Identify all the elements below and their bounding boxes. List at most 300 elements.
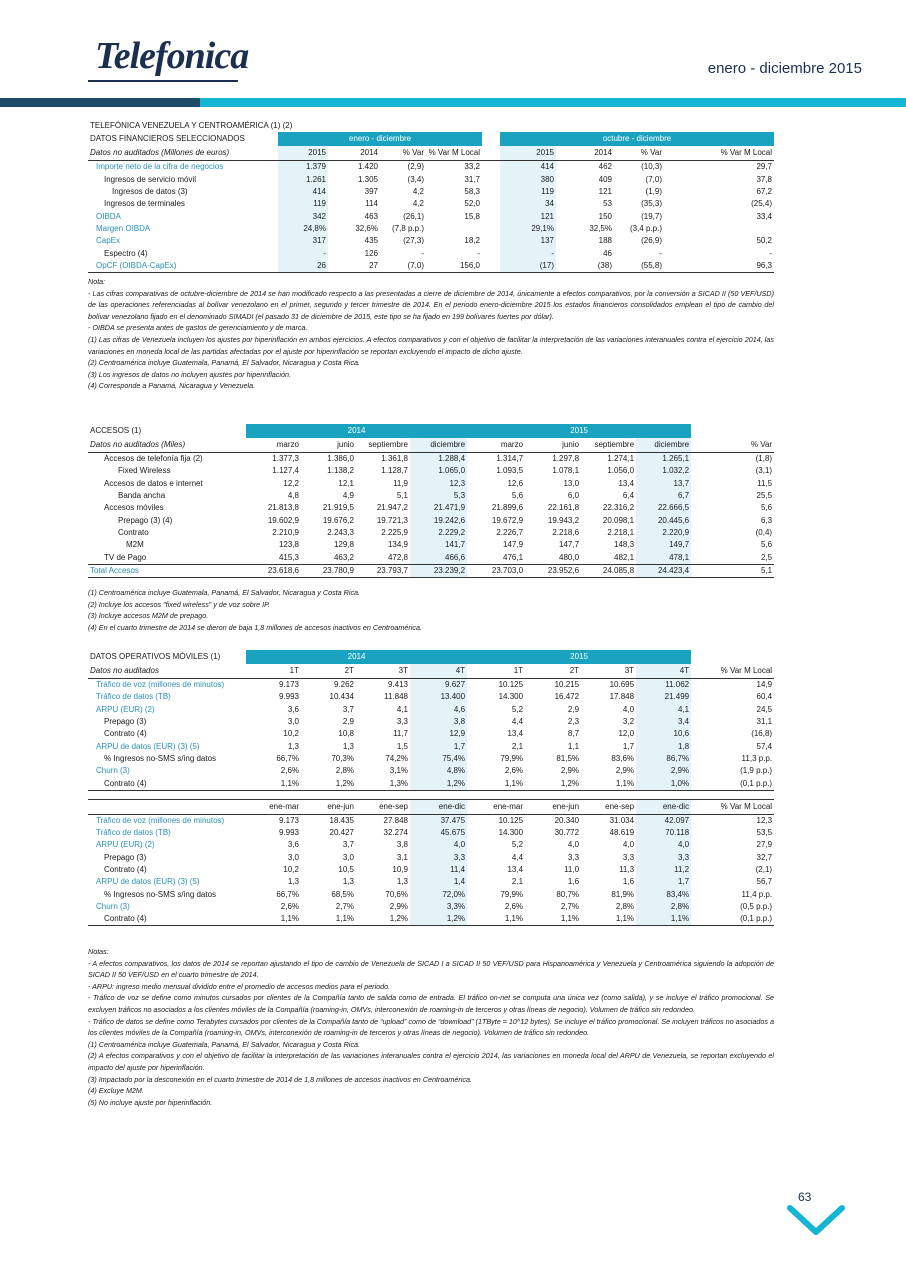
column-header: % Var M Local bbox=[720, 801, 773, 811]
table-cell: 83,4% bbox=[636, 888, 691, 900]
telefonica-logo: Telefonica bbox=[95, 35, 249, 77]
column-header: 2014 bbox=[594, 148, 612, 158]
table-cell: 1,1% bbox=[504, 914, 524, 924]
row-label: Ingresos de datos (3) bbox=[112, 187, 188, 197]
table-cell: 9.173 bbox=[278, 815, 299, 825]
table-cell: 11,9 bbox=[393, 478, 408, 488]
column-header: ene-jun bbox=[552, 801, 580, 811]
table-cell: (55,8) bbox=[641, 260, 662, 270]
table-row bbox=[88, 564, 774, 577]
table-cell: (3,4) bbox=[407, 174, 424, 184]
note-line: (3) Impactado por la desconexión en el cuarto trimestre de 2014 de 1,8 millones de accesos inactivos en Centroamérica. bbox=[88, 1074, 472, 1084]
table-cell: 19.672,9 bbox=[491, 515, 524, 525]
row-label: OpCF (OIBDA-CapEx) bbox=[96, 260, 177, 270]
column-header: 2014 bbox=[360, 148, 378, 158]
table-cell: 27.848 bbox=[383, 815, 408, 825]
table-cell: 6,3 bbox=[760, 515, 773, 525]
table-cell: - bbox=[500, 247, 556, 259]
table-cell: 2,9 bbox=[567, 704, 580, 714]
table-cell: 31,1 bbox=[756, 717, 773, 727]
table-cell: - bbox=[659, 248, 662, 258]
table-row bbox=[88, 235, 774, 247]
table-cell: 9.993 bbox=[278, 692, 299, 702]
note-line: (1) Las cifras de Venezuela incluyen los ajustes por hiperinflación en ambos ejercicios. A efectos comparativos y con el objetivo de facilitar la interpretación de las variaciones interanuales contra el ejercicio 2014, las variaciones en moneda local de las partidas afectadas por el ajuste por hiperinflación se reportan excluyendo el impacto de dicho ajuste. bbox=[88, 334, 774, 356]
table-cell: 472,8 bbox=[387, 552, 408, 562]
table-cell: 79,9% bbox=[500, 889, 524, 899]
table-row bbox=[88, 827, 774, 839]
table-cell: 79,9% bbox=[500, 753, 524, 763]
table-row bbox=[88, 839, 774, 851]
note-line: (4) Excluye M2M. bbox=[88, 1086, 144, 1096]
column-header: 2T bbox=[344, 666, 354, 675]
table-cell: (7,8 p.p.) bbox=[391, 223, 424, 233]
note-line: - A efectos comparativos, los datos de 2014 se reportan ajustando el tipo de cambio de Venezuela de SICAD I a SICAD II 50 VEF/USD para Hispanoamérica y Venezuela y Centroamérica siguiendo la adopción de SICAD II 50 VEF/USD en el cuarto trimestre de 2014. bbox=[88, 958, 774, 980]
table-cell: 96,3 bbox=[756, 260, 773, 270]
column-header: marzo bbox=[500, 440, 524, 449]
table-cell: 81,9% bbox=[611, 889, 635, 899]
table-cell: 4,0 bbox=[567, 840, 580, 850]
table-cell: 3,0 bbox=[342, 852, 354, 862]
table-cell: 21.919,5 bbox=[322, 503, 354, 513]
table-cell: 1,2% bbox=[335, 778, 354, 788]
table-cell: 317 bbox=[278, 235, 328, 247]
table-cell: 1,2% bbox=[560, 778, 580, 788]
note-line: - ARPU: ingreso medio mensual dividido entre el promedio de accesos medios para el periodo. bbox=[88, 981, 391, 991]
table-cell: 1,7 bbox=[622, 741, 635, 751]
table-cell: 13.400 bbox=[410, 691, 467, 703]
table-cell: 3,6 bbox=[287, 840, 299, 850]
table-cell: 10,2 bbox=[283, 729, 299, 739]
table-cell: 4,8 bbox=[287, 491, 299, 501]
financial-data-table bbox=[88, 120, 774, 273]
row-label: Fixed Wireless bbox=[118, 466, 171, 476]
table-cell: 114 bbox=[365, 199, 378, 209]
column-gap bbox=[482, 186, 500, 198]
table-cell: 1,2% bbox=[410, 777, 467, 790]
table-cell: 14.300 bbox=[498, 828, 524, 838]
row-label: Tráfico de datos (TB) bbox=[96, 828, 171, 838]
table-cell: 21.899,6 bbox=[491, 503, 524, 513]
table-cell: 1,7 bbox=[636, 876, 691, 888]
table-cell: 150 bbox=[598, 211, 612, 221]
table-row bbox=[88, 876, 774, 888]
table-cell: 17.848 bbox=[609, 692, 635, 702]
table-cell: 21.499 bbox=[636, 691, 691, 703]
table-cell: 10,2 bbox=[283, 865, 299, 874]
table-cell: 13,0 bbox=[563, 478, 580, 488]
table-cell: 70,6% bbox=[385, 889, 408, 899]
note-line: (4) En el cuarto trimestre de 2014 se dieron de baja 1,8 millones de accesos inactivos en Centroamérica. bbox=[88, 622, 422, 632]
table-cell: 2.218,1 bbox=[607, 527, 635, 537]
table-cell: 18,2 bbox=[464, 236, 480, 246]
period-band: enero - diciembre bbox=[278, 132, 482, 146]
table-row bbox=[88, 777, 774, 790]
table-cell: 1.361,8 bbox=[381, 454, 408, 464]
table-cell: 9.993 bbox=[278, 828, 299, 838]
table-cell: (7,0) bbox=[407, 260, 424, 270]
accesses-table bbox=[88, 424, 774, 578]
column-gap bbox=[482, 161, 500, 174]
table-cell: 34 bbox=[500, 198, 556, 210]
table-cell: 32,6% bbox=[355, 223, 378, 233]
table-cell: 123,8 bbox=[278, 540, 299, 550]
table-row bbox=[88, 527, 774, 539]
table-cell: 1.379 bbox=[278, 161, 328, 174]
notes-accesses bbox=[88, 587, 774, 633]
column-gap bbox=[482, 210, 500, 222]
table-cell: 1,6 bbox=[622, 877, 635, 887]
row-label: % Ingresos no-SMS s/ing datos bbox=[104, 889, 217, 899]
table-cell: 5,6 bbox=[760, 503, 773, 513]
row-label: Ingresos de terminales bbox=[104, 199, 185, 209]
table-cell: 3,4 bbox=[636, 716, 691, 728]
column-header: 3T bbox=[624, 666, 635, 675]
note-line: (2) A efectos comparativos y con el objetivo de facilitar la interpretación de las variaciones interanuales contra el ejercicio 2014, las variaciones en moneda local del ARPU de Venezuela, se reportan excluyendo el impacto del ajuste por hiperinflación. bbox=[88, 1051, 774, 1072]
table-row bbox=[88, 514, 774, 526]
table-title: DATOS OPERATIVOS MÓVILES (1) bbox=[90, 652, 221, 661]
table-cell: 415,3 bbox=[278, 552, 299, 562]
table-cell: 1,1% bbox=[615, 778, 635, 788]
table-cell: 1.056,0 bbox=[607, 466, 635, 476]
table-row bbox=[88, 901, 774, 913]
table-cell: 32,5% bbox=[589, 223, 612, 233]
table-cell: 4,0 bbox=[636, 839, 691, 851]
table-cell: 13,4 bbox=[618, 478, 635, 488]
period-band: octubre - diciembre bbox=[500, 132, 774, 146]
column-gap bbox=[482, 235, 500, 247]
table-row bbox=[88, 551, 774, 564]
table-cell: 409 bbox=[598, 174, 612, 184]
row-label: Espectro (4) bbox=[104, 248, 148, 258]
row-label: Accesos de datos e internet bbox=[104, 478, 203, 488]
table-cell: 22.316,2 bbox=[602, 503, 635, 513]
column-header: ene-sep bbox=[379, 801, 408, 811]
table-cell: (0,4) bbox=[755, 527, 773, 537]
table-cell: 5,6 bbox=[511, 491, 524, 501]
table-cell: 23.703,0 bbox=[491, 565, 524, 575]
table-cell: (3,4 p.p.) bbox=[629, 223, 662, 233]
table-cell: 121 bbox=[598, 187, 612, 197]
table-row bbox=[88, 453, 774, 466]
note-line: Notas: bbox=[88, 947, 109, 956]
table-cell: 2,1 bbox=[511, 741, 524, 751]
table-cell: 435 bbox=[364, 236, 378, 246]
header-band-light bbox=[200, 98, 906, 107]
table-cell: (27,3) bbox=[403, 236, 424, 246]
unit-label: Datos no auditados bbox=[90, 666, 159, 675]
table-cell: (1,9) bbox=[645, 187, 662, 197]
table-cell: 1.127,4 bbox=[272, 466, 299, 476]
table-cell: 83,6% bbox=[611, 753, 635, 763]
table-cell: 1,1% bbox=[280, 778, 299, 788]
table-cell: 53 bbox=[603, 199, 612, 209]
table-cell: 66,7% bbox=[276, 753, 299, 763]
table-cell: 1,3 bbox=[287, 877, 299, 887]
table-cell: 2.210,9 bbox=[272, 527, 299, 537]
row-label: Margen OIBDA bbox=[96, 223, 151, 233]
table-cell: (2,1) bbox=[755, 865, 773, 874]
table-cell: 2,7% bbox=[560, 901, 580, 911]
table-cell: 19.721,3 bbox=[376, 515, 408, 525]
row-label: M2M bbox=[126, 540, 144, 550]
table-cell: 1,4 bbox=[410, 876, 467, 888]
table-cell: 188 bbox=[598, 236, 612, 246]
table-cell: 13,7 bbox=[636, 478, 691, 490]
note-line: (1) Centroamérica incluye Guatemala, Panamá, El Salvador, Nicaragua y Costa Rica. bbox=[88, 1039, 361, 1049]
table-cell: 6,7 bbox=[636, 490, 691, 502]
table-cell: 19.676,2 bbox=[322, 515, 354, 525]
table-cell: 3,2 bbox=[622, 717, 635, 727]
table-cell: 81,5% bbox=[556, 753, 580, 763]
table-cell: 26 bbox=[278, 260, 328, 273]
table-cell: 462 bbox=[598, 162, 612, 172]
table-cell: 4,0 bbox=[410, 839, 467, 851]
table-cell: 19.943,2 bbox=[547, 515, 580, 525]
table-cell: 2,8% bbox=[335, 766, 354, 776]
table-cell: 29,1% bbox=[500, 223, 556, 235]
table-cell: 10.434 bbox=[329, 692, 354, 702]
table-row bbox=[88, 852, 774, 864]
table-cell: 119 bbox=[278, 198, 328, 210]
table-row bbox=[88, 740, 774, 752]
table-title: TELEFÓNICA VENEZUELA Y CENTROAMÉRICA (1) (2) bbox=[90, 121, 293, 131]
table-cell: 2.225,9 bbox=[381, 527, 408, 537]
column-header: % Var bbox=[402, 148, 424, 158]
unit-label: Datos no auditados (Miles) bbox=[90, 440, 186, 449]
note-line: - Las cifras comparativas de octubre-diciembre de 2014 se han modificado respecto a las presentadas a cierre de diciembre de 2014, únicamente a efectos comparativos, por la conversión a SICAD II (50 VEF/USD) de las operaciones referenciadas al bolívar venezolano en el primer, segundo y tercer trimestre de 2014. En el periodo enero-diciembre 2015 los estados financieros consolidados emplean el tipo de cambio del bolívar venezolano fijado en el denominado SIMADI (el pasado 31 de diciembre de 2015, este tipo se ha fijado en 199 bolívares fuertes por dólar). bbox=[88, 288, 774, 321]
table-row bbox=[88, 691, 774, 703]
table-cell: 3,3 bbox=[636, 852, 691, 864]
chevron-down-icon bbox=[786, 1200, 846, 1245]
table-cell: (10,3) bbox=[641, 162, 662, 172]
table-cell: 4,4 bbox=[511, 717, 524, 727]
table-cell: (1,9 p.p.) bbox=[740, 766, 773, 776]
column-header: % Var M Local bbox=[428, 148, 480, 158]
table-cell: 50,2 bbox=[756, 236, 773, 246]
table-cell: 70,3% bbox=[331, 753, 354, 763]
table-cell: (17) bbox=[500, 260, 556, 273]
note-line: (3) Los ingresos de datos no incluyen ajustes por hiperinflación. bbox=[88, 369, 291, 379]
table-cell: 1.093,5 bbox=[496, 466, 524, 476]
row-label: Contrato (4) bbox=[104, 778, 147, 788]
table-cell: 4,1 bbox=[396, 704, 408, 714]
table-cell: 2.243,3 bbox=[327, 527, 354, 537]
table-cell: 37.475 bbox=[410, 814, 467, 827]
table-cell: 6,4 bbox=[622, 491, 635, 501]
table-cell: 119 bbox=[500, 186, 556, 198]
table-cell: 2,9% bbox=[560, 766, 580, 776]
table-cell: 45.675 bbox=[410, 827, 467, 839]
column-header: ene-dic bbox=[410, 799, 467, 814]
table-cell: 5,2 bbox=[511, 840, 524, 850]
table-cell: 25,5 bbox=[756, 491, 773, 501]
row-label: Prepago (3) bbox=[104, 852, 147, 862]
year-band: 2014 bbox=[246, 424, 467, 438]
table-row bbox=[88, 465, 774, 477]
column-header: 3T bbox=[398, 666, 408, 675]
table-cell: 13,4 bbox=[507, 865, 524, 874]
table-cell: 5,2 bbox=[511, 704, 524, 714]
notes-mobile bbox=[88, 946, 774, 1108]
table-cell: 1,1% bbox=[504, 778, 524, 788]
row-label: Contrato (4) bbox=[104, 729, 147, 739]
table-row bbox=[88, 728, 774, 740]
table-cell: 1.065,0 bbox=[410, 465, 467, 477]
table-cell: 3,7 bbox=[342, 704, 354, 714]
table-row bbox=[88, 814, 774, 827]
table-cell: 58,3 bbox=[464, 187, 480, 197]
table-cell: 42.097 bbox=[636, 814, 691, 827]
row-label: Tráfico de voz (millones de minutos) bbox=[96, 680, 225, 690]
table-cell: 68,5% bbox=[331, 889, 354, 899]
table-cell: 12,6 bbox=[507, 478, 524, 488]
table-cell: (0,5 p.p.) bbox=[740, 901, 773, 911]
year-band: 2015 bbox=[467, 650, 691, 664]
table-cell: 19.602,9 bbox=[267, 515, 299, 525]
table-cell: 11,0 bbox=[564, 865, 580, 874]
row-label: Churn (3) bbox=[96, 766, 130, 776]
table-cell: 1.420 bbox=[357, 162, 378, 172]
table-cell: 380 bbox=[500, 174, 556, 186]
table-cell: 4,9 bbox=[342, 491, 354, 501]
table-row bbox=[88, 704, 774, 716]
table-cell: 18.435 bbox=[329, 815, 354, 825]
table-cell: 1,3 bbox=[342, 741, 354, 751]
table-cell: 20.427 bbox=[329, 828, 354, 838]
table-cell: 2,8% bbox=[615, 901, 635, 911]
table-cell: 3,0 bbox=[287, 852, 299, 862]
table-cell: 23.239,2 bbox=[410, 564, 467, 577]
row-label: % Ingresos no-SMS s/ing datos bbox=[104, 753, 217, 763]
table-row bbox=[88, 490, 774, 502]
table-cell: 4,8% bbox=[410, 765, 467, 777]
table-cell: 52,0 bbox=[464, 199, 480, 209]
table-subtitle: DATOS FINANCIEROS SELECCIONADOS bbox=[90, 134, 245, 144]
table-cell: 1.297,8 bbox=[552, 454, 580, 464]
table-cell: 1.314,7 bbox=[496, 454, 524, 464]
table-cell: 12,2 bbox=[283, 478, 299, 488]
column-header: ene-sep bbox=[605, 801, 635, 811]
table-cell bbox=[426, 223, 482, 235]
table-cell: 19.242,6 bbox=[410, 514, 467, 526]
table-cell: 463,2 bbox=[333, 552, 354, 562]
table-cell: 11,2 bbox=[636, 864, 691, 876]
table-cell: 14,9 bbox=[756, 680, 773, 690]
column-header: ene-dic bbox=[636, 799, 691, 814]
table-cell: 1,1 bbox=[567, 741, 580, 751]
table-cell: 1,1% bbox=[560, 914, 580, 924]
table-cell: 3,8 bbox=[410, 716, 467, 728]
table-cell: 2,6% bbox=[280, 766, 299, 776]
table-cell: 9.627 bbox=[410, 679, 467, 692]
column-header: 1T bbox=[513, 666, 524, 675]
header-band-dark bbox=[0, 98, 200, 107]
table-cell: 13,4 bbox=[507, 729, 524, 739]
table-cell: 342 bbox=[278, 210, 328, 222]
column-header: % Var bbox=[640, 148, 662, 158]
column-header: % Var bbox=[750, 440, 773, 449]
table-cell: 11.848 bbox=[384, 692, 408, 702]
column-header: junio bbox=[337, 440, 354, 449]
table-cell: 11,3 bbox=[619, 865, 635, 874]
table-cell: 66,7% bbox=[276, 889, 299, 899]
column-header: 2015 bbox=[278, 146, 328, 161]
table-cell: 22.666,5 bbox=[636, 502, 691, 514]
table-row bbox=[88, 716, 774, 728]
row-label: Contrato (4) bbox=[104, 914, 147, 924]
table-cell: 1.078,1 bbox=[552, 466, 580, 476]
column-header: 1T bbox=[289, 666, 299, 675]
table-cell: 27,9 bbox=[756, 840, 773, 850]
table-cell: 1.265,1 bbox=[636, 453, 691, 466]
table-row bbox=[88, 888, 774, 900]
table-cell: 20.445,6 bbox=[636, 514, 691, 526]
row-label: Importe neto de la cifra de negocios bbox=[96, 162, 224, 172]
row-label: Contrato bbox=[118, 527, 149, 537]
table-cell: 10.695 bbox=[609, 680, 635, 690]
table-cell: 1,6 bbox=[567, 877, 580, 887]
column-header: 4T bbox=[410, 664, 467, 679]
table-cell: 46 bbox=[603, 248, 612, 258]
table-cell: 147,7 bbox=[559, 540, 580, 550]
table-cell: 15,8 bbox=[464, 211, 480, 221]
table-cell: 8,7 bbox=[567, 729, 580, 739]
table-cell: 23.793,7 bbox=[376, 565, 408, 575]
table-cell: 21.471,9 bbox=[410, 502, 467, 514]
table-cell: 1,1% bbox=[280, 914, 299, 924]
table-cell: 2,5 bbox=[760, 552, 773, 562]
table-cell: (38) bbox=[597, 260, 612, 270]
table-cell: 4,4 bbox=[511, 852, 524, 862]
table-cell: 126 bbox=[364, 248, 378, 258]
table-cell: 121 bbox=[500, 210, 556, 222]
table-cell: 1.032,2 bbox=[636, 465, 691, 477]
table-cell: 149,7 bbox=[636, 539, 691, 551]
table-cell: 4,6 bbox=[410, 704, 467, 716]
table-cell: 1,7 bbox=[410, 740, 467, 752]
table-cell: 11,4 bbox=[410, 864, 467, 876]
year-band: 2015 bbox=[467, 424, 691, 438]
row-label: Contrato (4) bbox=[104, 865, 147, 874]
table-cell: 2.229,2 bbox=[410, 527, 467, 539]
table-cell: 32.274 bbox=[383, 828, 408, 838]
column-header: junio bbox=[562, 440, 580, 449]
table-cell: 29,7 bbox=[756, 162, 773, 172]
table-cell: 21.813,8 bbox=[267, 503, 299, 513]
table-cell: 21.947,2 bbox=[376, 503, 408, 513]
note-line: (2) Centroamérica incluye Guatemala, Panamá, El Salvador, Nicaragua y Costa Rica. bbox=[88, 358, 361, 368]
table-row bbox=[88, 765, 774, 777]
table-cell: 5,1 bbox=[396, 491, 408, 501]
table-cell: 75,4% bbox=[410, 753, 467, 765]
row-label: ARPU (EUR) (2) bbox=[96, 840, 155, 850]
table-cell: 1.288,4 bbox=[410, 453, 467, 466]
table-cell: 2,8% bbox=[636, 901, 691, 913]
column-gap bbox=[482, 260, 500, 273]
table-cell: 24,5 bbox=[756, 704, 773, 714]
table-cell: 31.034 bbox=[609, 815, 635, 825]
table-cell: 463 bbox=[364, 211, 378, 221]
table-cell: 10,8 bbox=[338, 729, 354, 739]
table-cell: (26,9) bbox=[641, 236, 662, 246]
table-cell: 480,0 bbox=[559, 552, 580, 562]
table-cell: 1,3% bbox=[389, 778, 408, 788]
table-cell: 482,1 bbox=[614, 552, 635, 562]
note-line: - Tráfico de datos se define como Terabytes cursados por clientes de la Compañía tanto de “upload” como de “download” (1TByte = 10^12 bytes). Se incluye el tráfico promocional. Se incluyen tráficos no asociados a los clientes móviles de la Compañía (roaming-in, OMVs, interconexión de roaming-in de terceros y otras líneas de negocio). Volumen de tráfico sin redondeo. bbox=[88, 1016, 774, 1038]
table-cell: - bbox=[421, 248, 424, 258]
table-cell: 4,2 bbox=[412, 187, 424, 197]
table-cell: 24.085,8 bbox=[602, 565, 635, 575]
